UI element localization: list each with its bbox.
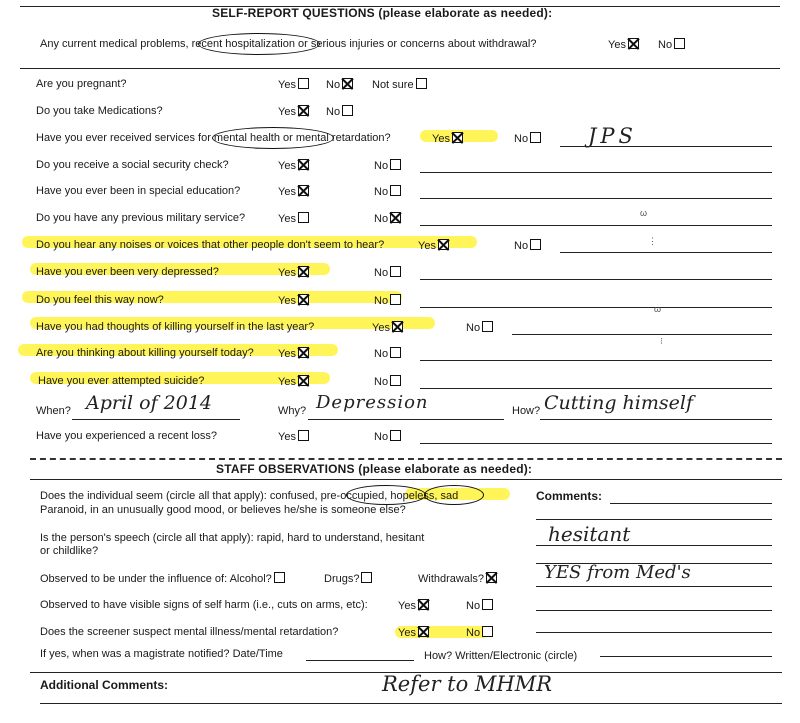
margin-mark: ⋮	[648, 236, 657, 246]
influence-note: YES from Med's	[544, 562, 691, 583]
q-ss-yes-box[interactable]	[298, 159, 309, 170]
q-meds-no[interactable]: No	[326, 105, 353, 118]
circled-hopeless	[424, 485, 484, 505]
q-depressed-no[interactable]: No	[374, 266, 401, 279]
q-medical-yes-box[interactable]	[628, 38, 639, 49]
q-pregnant-not-sure[interactable]: Not sure	[372, 78, 427, 91]
q-medical-yes[interactable]: Yes	[608, 38, 639, 51]
q-thoughts-label: Have you had thoughts of killing yourself in the last year?	[36, 321, 315, 333]
q-attempt-label: Have you ever attempted suicide?	[38, 375, 205, 387]
speech-line1: Is the person's speech (circle all that apply): rapid, hard to understand, hesitant	[40, 532, 425, 544]
q-thoughts-no-box[interactable]	[482, 321, 493, 332]
q-attempt-yes[interactable]: Yes	[278, 375, 309, 388]
q-medical-no-box[interactable]	[674, 38, 685, 49]
q-ss-no-box[interactable]	[390, 159, 401, 170]
circled-hospitalization	[198, 33, 320, 55]
q-sped-no-box[interactable]	[390, 185, 401, 196]
q-attempt-yes-box[interactable]	[298, 375, 309, 386]
q-now-yes[interactable]: Yes	[278, 294, 309, 307]
harm-no-box[interactable]	[482, 599, 493, 610]
circled-mental-health	[212, 127, 334, 149]
self-report-title: SELF-REPORT QUESTIONS (please elaborate as needed):	[212, 6, 553, 20]
q-thoughts-yes-box[interactable]	[392, 321, 403, 332]
why-label: Why?	[278, 405, 307, 417]
how-written-label: How? Written/Electronic (circle)	[424, 650, 578, 662]
margin-mark: ⁝	[660, 336, 663, 346]
harm-yes-box[interactable]	[418, 599, 429, 610]
q-sped-yes-box[interactable]	[298, 185, 309, 196]
suspect-no-box[interactable]	[482, 626, 493, 637]
q-meds-yes[interactable]: Yes	[278, 105, 309, 118]
q-military-no[interactable]: No	[374, 212, 401, 225]
q-military-label: Do you have any previous military service?	[36, 212, 246, 224]
additional-comments-value: Refer to MHMR	[382, 672, 553, 696]
q-military-yes[interactable]: Yes	[278, 212, 309, 225]
q-attempt-no-box[interactable]	[390, 375, 401, 386]
q-today-yes[interactable]: Yes	[278, 347, 309, 360]
q-depressed-no-box[interactable]	[390, 266, 401, 277]
q-meds-yes-box[interactable]	[298, 105, 309, 116]
q-depressed-label: Have you ever been very depressed?	[36, 266, 219, 278]
staff-title: STAFF OBSERVATIONS (please elaborate as needed):	[216, 462, 533, 476]
q-pregnant-no-box[interactable]	[342, 78, 353, 89]
influence-label: Observed to be under the influence of: Alcohol?	[40, 572, 285, 585]
q-services-no-box[interactable]	[530, 132, 541, 143]
q-sped-no[interactable]: No	[374, 185, 401, 198]
q-thoughts-no[interactable]: No	[466, 321, 493, 334]
q-services-yes[interactable]: Yes	[432, 132, 463, 145]
q-now-no-box[interactable]	[390, 294, 401, 305]
when-label: When?	[36, 405, 71, 417]
q-medical-label: Any current medical problems, recent hospitalization or serious injuries or concerns about withdrawal?	[40, 38, 537, 50]
magistrate-label: If yes, when was a magistrate notified? Date/Time	[40, 648, 283, 660]
q-ss-no[interactable]: No	[374, 159, 401, 172]
q-voices-label: Do you hear any noises or voices that other people don't seem to hear?	[36, 239, 385, 251]
q-now-no[interactable]: No	[374, 294, 401, 307]
q-voices-no[interactable]: No	[514, 239, 541, 252]
q-ss-yes[interactable]: Yes	[278, 159, 309, 172]
q-ss-label: Do you receive a social security check?	[36, 159, 229, 171]
q-services-yes-box[interactable]	[452, 132, 463, 143]
q-thoughts-yes[interactable]: Yes	[372, 321, 403, 334]
q-voices-yes[interactable]: Yes	[418, 239, 449, 252]
q-today-no[interactable]: No	[374, 347, 401, 360]
q-today-yes-box[interactable]	[298, 347, 309, 358]
q-loss-yes-box[interactable]	[298, 430, 309, 441]
harm-label: Observed to have visible signs of self harm (i.e., cuts on arms, etc):	[40, 599, 368, 611]
q-pregnant-yes[interactable]: Yes	[278, 78, 309, 91]
speech-note: hesitant	[548, 522, 631, 546]
q-voices-no-box[interactable]	[530, 239, 541, 250]
how-label: How?	[512, 405, 541, 417]
q-depressed-yes[interactable]: Yes	[278, 266, 309, 279]
seem-line2: Paranoid, in an unusually good mood, or believes he/she is someone else?	[40, 504, 406, 516]
circled-pre-occupied	[346, 485, 426, 505]
speech-line2: or childlike?	[40, 545, 99, 557]
seem-line1: Does the individual seem (circle all that apply): confused, pre-occupied, hopeless, sad	[40, 490, 459, 502]
alcohol-box[interactable]	[274, 572, 285, 583]
q-now-label: Do you feel this way now?	[36, 294, 164, 306]
q-military-no-box[interactable]	[390, 212, 401, 223]
q-pregnant-no[interactable]: No	[326, 78, 353, 91]
suspect-no[interactable]: No	[466, 626, 493, 639]
suspect-label: Does the screener suspect mental illness/mental retardation?	[40, 626, 339, 638]
q-services-label: Have you ever received services for mental health or mental retardation?	[36, 132, 391, 144]
when-value: April of 2014	[86, 392, 213, 414]
q-meds-label: Do you take Medications?	[36, 105, 163, 117]
q-sped-yes[interactable]: Yes	[278, 185, 309, 198]
comments-label: Comments:	[536, 489, 603, 503]
how-value: Cutting himself	[544, 392, 693, 414]
q-pregnant-label: Are you pregnant?	[36, 78, 127, 90]
withdrawals-box[interactable]	[486, 572, 497, 583]
q-loss-no-box[interactable]	[390, 430, 401, 441]
section-divider	[30, 458, 782, 460]
suspect-yes[interactable]: Yes	[398, 626, 429, 639]
q-today-no-box[interactable]	[390, 347, 401, 358]
q-pregnant-not-sure-box[interactable]	[416, 78, 427, 89]
q-voices-yes-box[interactable]	[438, 239, 449, 250]
q-depressed-yes-box[interactable]	[298, 266, 309, 277]
why-value: Depression	[316, 392, 429, 413]
q-medical-no[interactable]: No	[658, 38, 685, 51]
margin-mark: ω	[640, 208, 648, 218]
harm-yes[interactable]: Yes	[398, 599, 429, 612]
q-now-yes-box[interactable]	[298, 294, 309, 305]
withdrawals-option[interactable]: Withdrawals?	[418, 572, 497, 585]
q-attempt-no[interactable]: No	[374, 375, 401, 388]
q-military-yes-box[interactable]	[298, 212, 309, 223]
q-sped-label: Have you ever been in special education?	[36, 185, 241, 197]
suspect-yes-box[interactable]	[418, 626, 429, 637]
q-loss-label: Have you experienced a recent loss?	[36, 430, 217, 442]
q-pregnant-yes-box[interactable]	[298, 78, 309, 89]
additional-comments-label: Additional Comments:	[40, 678, 168, 692]
q-services-no[interactable]: No	[514, 132, 541, 145]
q-meds-no-box[interactable]	[342, 105, 353, 116]
q-loss-no[interactable]: No	[374, 430, 401, 443]
margin-mark: ω	[654, 304, 662, 314]
drugs-box[interactable]	[361, 572, 372, 583]
q-services-note: JPS	[588, 124, 637, 148]
drugs-option[interactable]: Drugs?	[324, 572, 372, 585]
harm-no[interactable]: No	[466, 599, 493, 612]
q-today-label: Are you thinking about killing yourself today?	[36, 347, 254, 359]
q-loss-yes[interactable]: Yes	[278, 430, 309, 443]
